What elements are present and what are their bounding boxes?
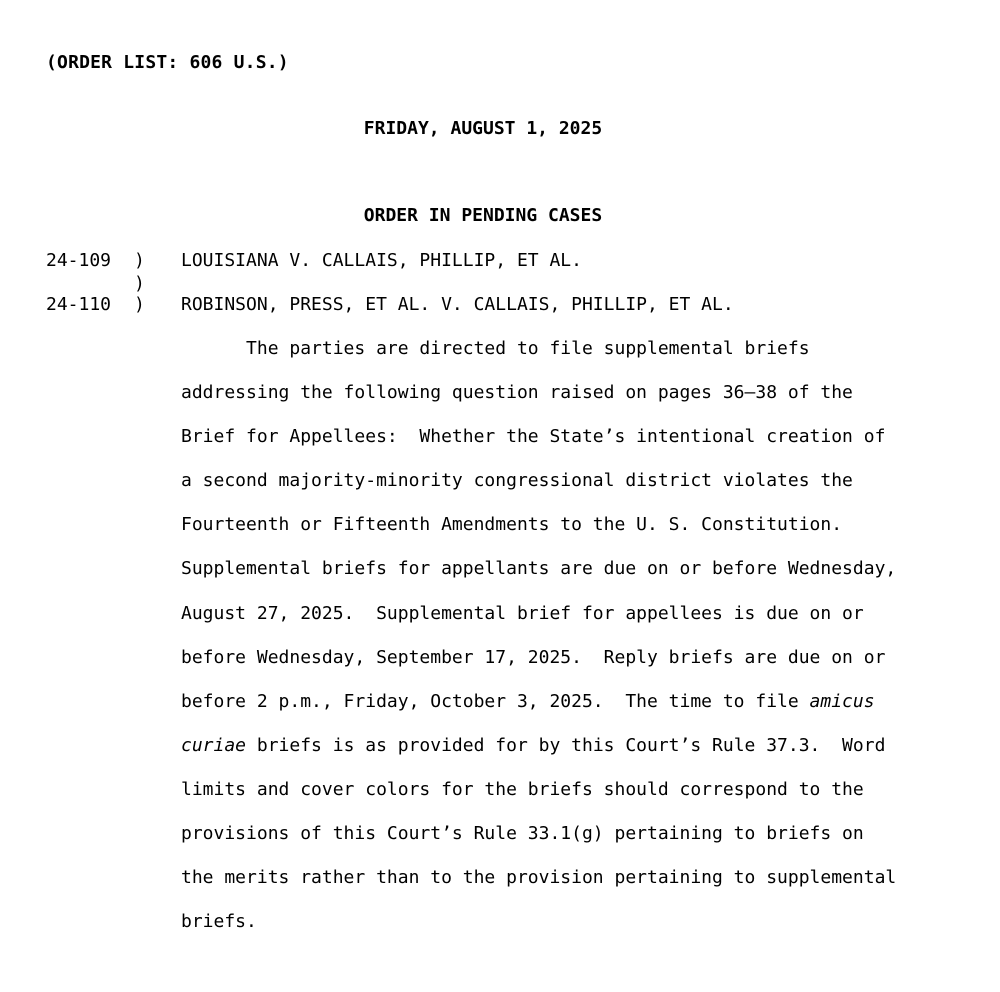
case-title: LOUISIANA V. CALLAIS, PHILLIP, ET AL. — [181, 250, 582, 271]
body-line: addressing the following question raised on pages 36–38 of the — [181, 382, 853, 404]
body-line: Brief for Appellees: Whether the State’s intentional creation of — [181, 426, 886, 448]
case-paren: ) — [134, 294, 145, 315]
case-number: 24-110 — [46, 294, 112, 315]
body-line: Fourteenth or Fifteenth Amendments to the U. S. Constitution. — [181, 514, 843, 536]
body-line: before Wednesday, September 17, 2025. Reply briefs are due on or — [181, 646, 886, 668]
body-line: Supplemental briefs for appellants are due on or before Wednesday, — [181, 558, 897, 580]
body-text: before 2 p.m., Friday, October 3, 2025. The time to file — [181, 690, 810, 712]
body-line — [181, 733, 961, 777]
case-number: 24-109 — [46, 250, 112, 271]
section-title: ORDER IN PENDING CASES — [363, 205, 603, 226]
case-paren: ) — [134, 250, 145, 271]
body-line — [181, 689, 961, 733]
body-line: limits and cover colors for the briefs should correspond to the — [181, 778, 864, 800]
body-text: briefs is as provided for by this Court’s Rule 37.3. Word — [246, 734, 886, 756]
case-title: ROBINSON, PRESS, ET AL. V. CALLAIS, PHILLIP, ET AL. — [181, 294, 734, 315]
italic-term: curiae — [181, 734, 247, 756]
body-line: the merits rather than to the provision pertaining to supplemental — [181, 867, 897, 889]
connector-paren: ) — [134, 273, 145, 294]
case-row — [0, 250, 1000, 274]
body-line: provisions of this Court’s Rule 33.1(g) pertaining to briefs on — [181, 823, 864, 845]
order-date: FRIDAY, AUGUST 1, 2025 — [363, 118, 603, 139]
body-line: briefs. — [181, 911, 257, 933]
body-line: The parties are directed to file supplemental briefs — [181, 338, 810, 359]
order-body — [181, 336, 961, 953]
body-line: a second majority-minority congressional district violates the — [181, 470, 853, 492]
italic-term: amicus — [809, 690, 875, 712]
body-line: August 27, 2025. Supplemental brief for appellees is due on or — [181, 602, 864, 624]
case-row — [0, 294, 1000, 318]
order-list-header: (ORDER LIST: 606 U.S.) — [46, 52, 289, 73]
